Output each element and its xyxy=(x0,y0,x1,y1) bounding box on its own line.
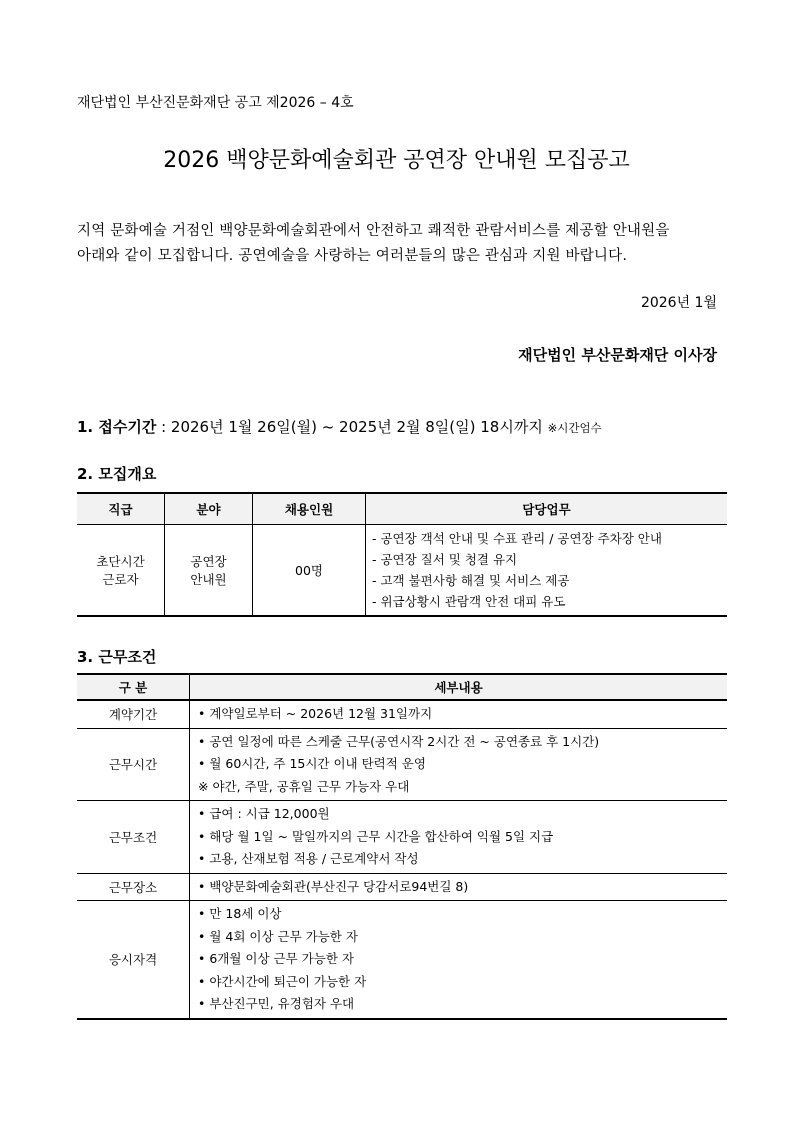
issuer: 재단법인 부산문화재단 이사장 xyxy=(518,346,717,364)
application-period-text: : 2026년 1월 26일(월) ~ 2025년 2월 8일(일) 18시까지 xyxy=(156,418,548,436)
detail-line: • 공연 일정에 따른 스케줄 근무(공연시작 2시간 전 ~ 공연종료 후 1시간) xyxy=(198,733,600,749)
duty-line: - 공연장 객석 안내 및 수표 관리 / 공연장 주차장 안내 xyxy=(372,531,662,546)
detail-line: • 6개월 이상 근무 가능한 자 xyxy=(198,951,354,966)
work-conditions-table xyxy=(77,673,727,1020)
category-cell: 응시자격 xyxy=(77,901,190,1019)
section-title: 2. 모집개요 xyxy=(77,465,157,483)
column-header: 세부내용 xyxy=(190,674,728,700)
cell-line: 초단시간 xyxy=(96,554,145,569)
detail-cell xyxy=(190,901,728,1019)
category-cell: 계약기간 xyxy=(77,700,190,728)
duty-line: - 위급상황시 관람객 안전 대피 유도 xyxy=(372,594,566,609)
field-cell xyxy=(165,525,253,617)
detail-line: • 월 60시간, 주 15시간 이내 탄력적 운영 xyxy=(198,756,426,771)
cell-line: 공연장 xyxy=(190,554,227,569)
intro-line: 지역 문화예술 거점인 백양문화예술회관에서 안전하고 쾌적한 관람서비스를 제공할 안내원을 xyxy=(77,223,670,239)
column-header: 직급 xyxy=(77,493,165,525)
column-header: 담당업무 xyxy=(366,493,728,525)
cell-line: 안내원 xyxy=(190,572,227,587)
column-header: 분야 xyxy=(165,493,253,525)
detail-line: • 해당 월 1일 ~ 말일까지의 근무 시간을 합산하여 익월 5일 지급 xyxy=(198,828,554,844)
table-row xyxy=(77,700,727,728)
detail-line: • 만 18세 이상 xyxy=(198,906,282,921)
duties-cell xyxy=(366,525,728,617)
detail-cell xyxy=(190,728,728,801)
detail-line: • 백양문화예술회관(부산진구 당감서로94번길 8) xyxy=(198,878,469,894)
column-header: 구 분 xyxy=(77,674,190,700)
table-header-row xyxy=(77,493,727,525)
detail-line: • 월 4회 이상 근무 가능한 자 xyxy=(198,928,358,944)
column-header: 채용인원 xyxy=(253,493,366,525)
rank-cell xyxy=(77,525,165,617)
detail-line: • 고용, 산재보험 적용 / 근로계약서 작성 xyxy=(198,851,419,866)
count-cell: 00명 xyxy=(253,525,366,617)
document-title: 2026 백양문화예술회관 공연장 안내원 모집공고 xyxy=(163,148,630,173)
table-row xyxy=(77,901,727,1019)
detail-line: • 계약일로부터 ~ 2026년 12월 31일까지 xyxy=(198,706,433,721)
duty-line: - 공연장 질서 및 청결 유지 xyxy=(372,552,518,567)
detail-cell xyxy=(190,873,728,901)
detail-cell xyxy=(190,700,728,728)
category-cell: 근무시간 xyxy=(77,728,190,801)
detail-line: ※ 야간, 주말, 공휴일 근무 가능자 우대 xyxy=(198,778,410,794)
time-note: ※시간엄수 xyxy=(547,421,602,435)
recruit-overview-table xyxy=(77,492,727,617)
section-application-period xyxy=(77,416,602,437)
notice-number: 재단법인 부산진문화재단 공고 제2026 – 4호 xyxy=(77,95,354,111)
detail-line: • 급여 : 시급 12,000원 xyxy=(198,806,330,821)
duty-line: - 고객 불편사항 해결 및 서비스 제공 xyxy=(372,573,570,588)
detail-line: • 야간시간에 퇴근이 가능한 자 xyxy=(198,973,367,989)
category-cell: 근무조건 xyxy=(77,801,190,874)
section-title: 3. 근무조건 xyxy=(77,648,157,666)
detail-line: • 부산진구민, 유경험자 우대 xyxy=(198,996,355,1011)
detail-cell xyxy=(190,801,728,874)
table-row xyxy=(77,525,727,617)
intro-line: 아래와 같이 모집합니다. 공연예술을 사랑하는 여러분들의 많은 관심과 지원 바랍니다. xyxy=(77,248,628,264)
notice-date: 2026년 1월 xyxy=(640,295,717,311)
table-row xyxy=(77,728,727,801)
cell-line: 근로자 xyxy=(102,572,139,587)
section-title: 1. 접수기간 xyxy=(77,418,157,436)
table-row xyxy=(77,873,727,901)
category-cell: 근무장소 xyxy=(77,873,190,901)
table-row xyxy=(77,801,727,874)
table-header-row xyxy=(77,674,727,700)
